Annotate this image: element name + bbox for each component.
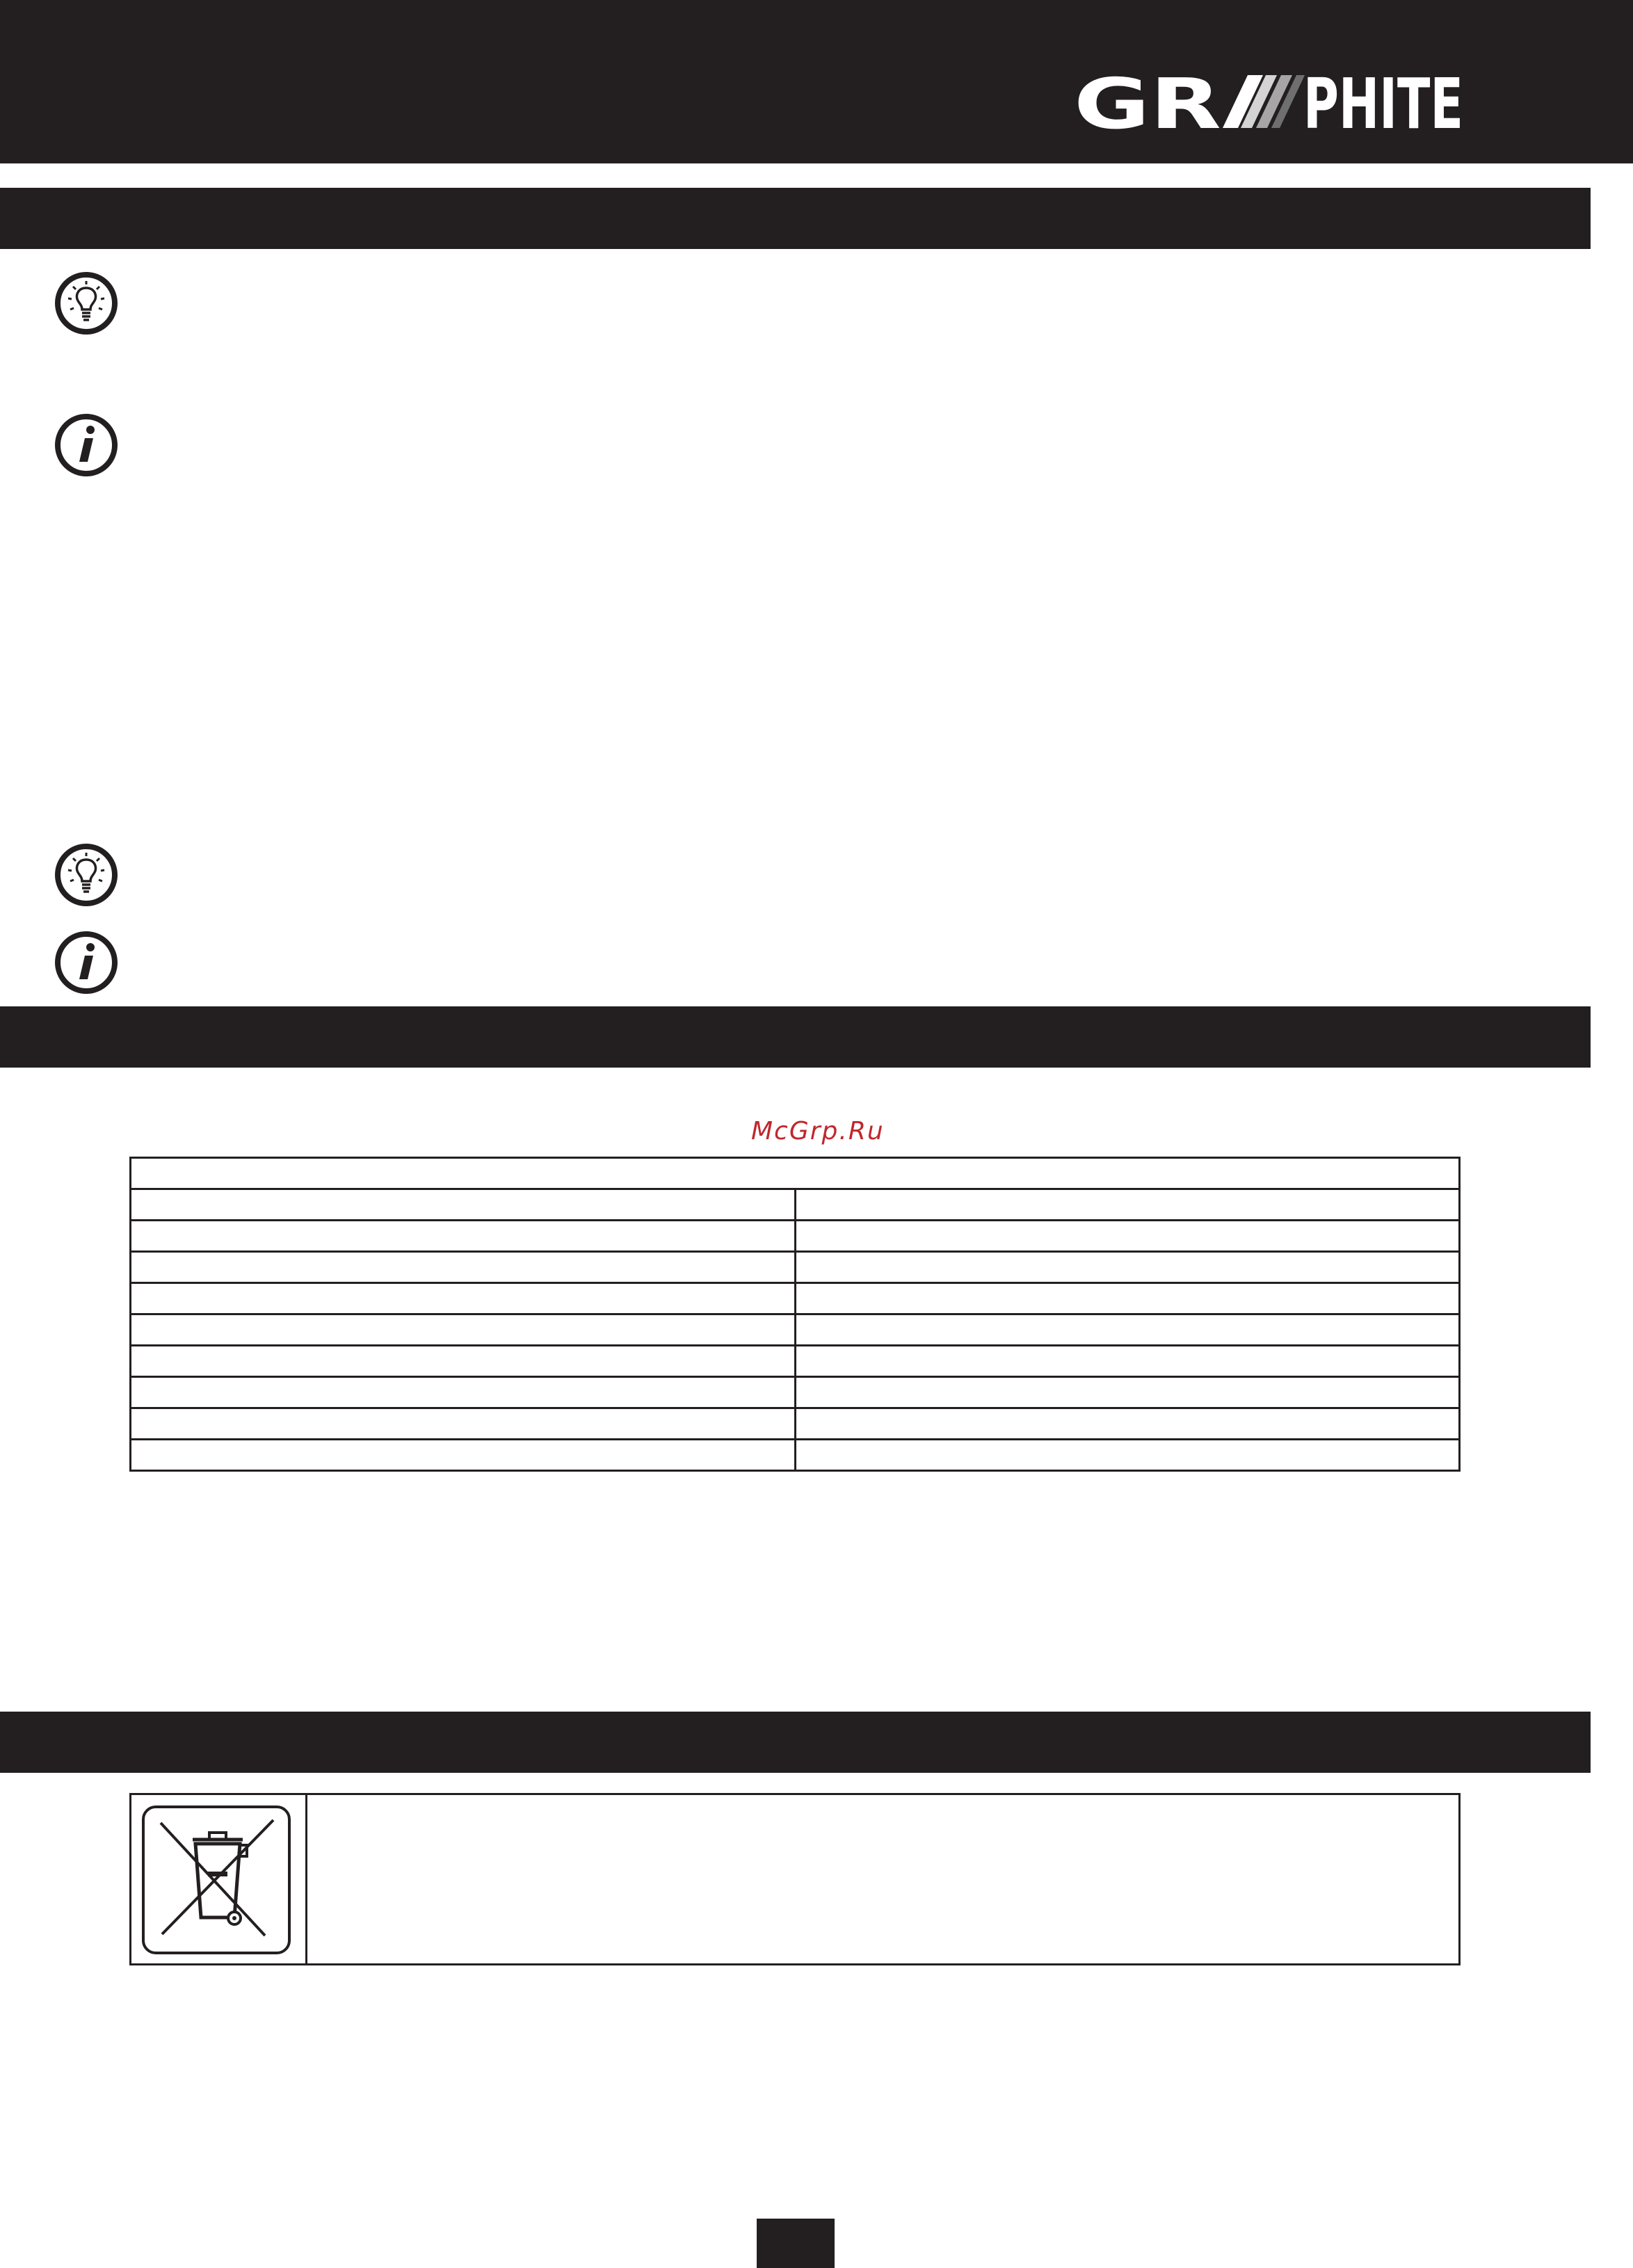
parameter-cell xyxy=(131,1346,796,1377)
parameter-cell xyxy=(131,1314,796,1346)
info-icon xyxy=(54,931,118,995)
table-row xyxy=(131,1189,1460,1221)
table-row xyxy=(131,1346,1460,1377)
parameter-cell xyxy=(131,1408,796,1440)
value-cell xyxy=(795,1221,1460,1252)
value-cell xyxy=(795,1252,1460,1283)
svg-text:PHITE: PHITE xyxy=(1303,63,1463,145)
section-header-bar xyxy=(0,188,1591,249)
page-header xyxy=(0,0,1633,163)
table-row xyxy=(131,1221,1460,1252)
value-cell xyxy=(795,1377,1460,1408)
specifications-table xyxy=(129,1157,1461,1472)
crossed-out-wheelie-bin-icon xyxy=(141,1805,291,1955)
parameter-cell xyxy=(131,1377,796,1408)
info-icon xyxy=(54,413,118,477)
table-row xyxy=(131,1377,1460,1408)
table-row xyxy=(131,1283,1460,1314)
parameter-cell xyxy=(131,1221,796,1252)
graphite-logo xyxy=(1074,63,1463,145)
value-cell xyxy=(795,1314,1460,1346)
value-cell xyxy=(795,1408,1460,1440)
value-cell xyxy=(795,1189,1460,1221)
parameter-cell xyxy=(131,1440,796,1471)
value-cell xyxy=(795,1283,1460,1314)
disposal-icon-cell xyxy=(131,1795,307,1963)
table-row xyxy=(131,1440,1460,1471)
parameter-cell xyxy=(131,1252,796,1283)
svg-text:GR: GR xyxy=(1074,63,1221,145)
parameter-cell xyxy=(131,1283,796,1314)
watermark-text: McGrp.Ru xyxy=(751,1117,885,1145)
page-number-tab xyxy=(757,2219,835,2268)
parameter-cell xyxy=(131,1189,796,1221)
table-header-row xyxy=(131,1158,1460,1189)
table-row xyxy=(131,1408,1460,1440)
table-title-cell xyxy=(131,1158,1460,1189)
lightbulb-icon xyxy=(54,843,118,907)
disposal-notice-box xyxy=(129,1793,1461,1965)
value-cell xyxy=(795,1346,1460,1377)
section-header-bar xyxy=(0,1006,1591,1068)
section-header-bar xyxy=(0,1712,1591,1773)
value-cell xyxy=(795,1440,1460,1471)
table-row xyxy=(131,1314,1460,1346)
table-row xyxy=(131,1252,1460,1283)
lightbulb-icon xyxy=(54,271,118,335)
